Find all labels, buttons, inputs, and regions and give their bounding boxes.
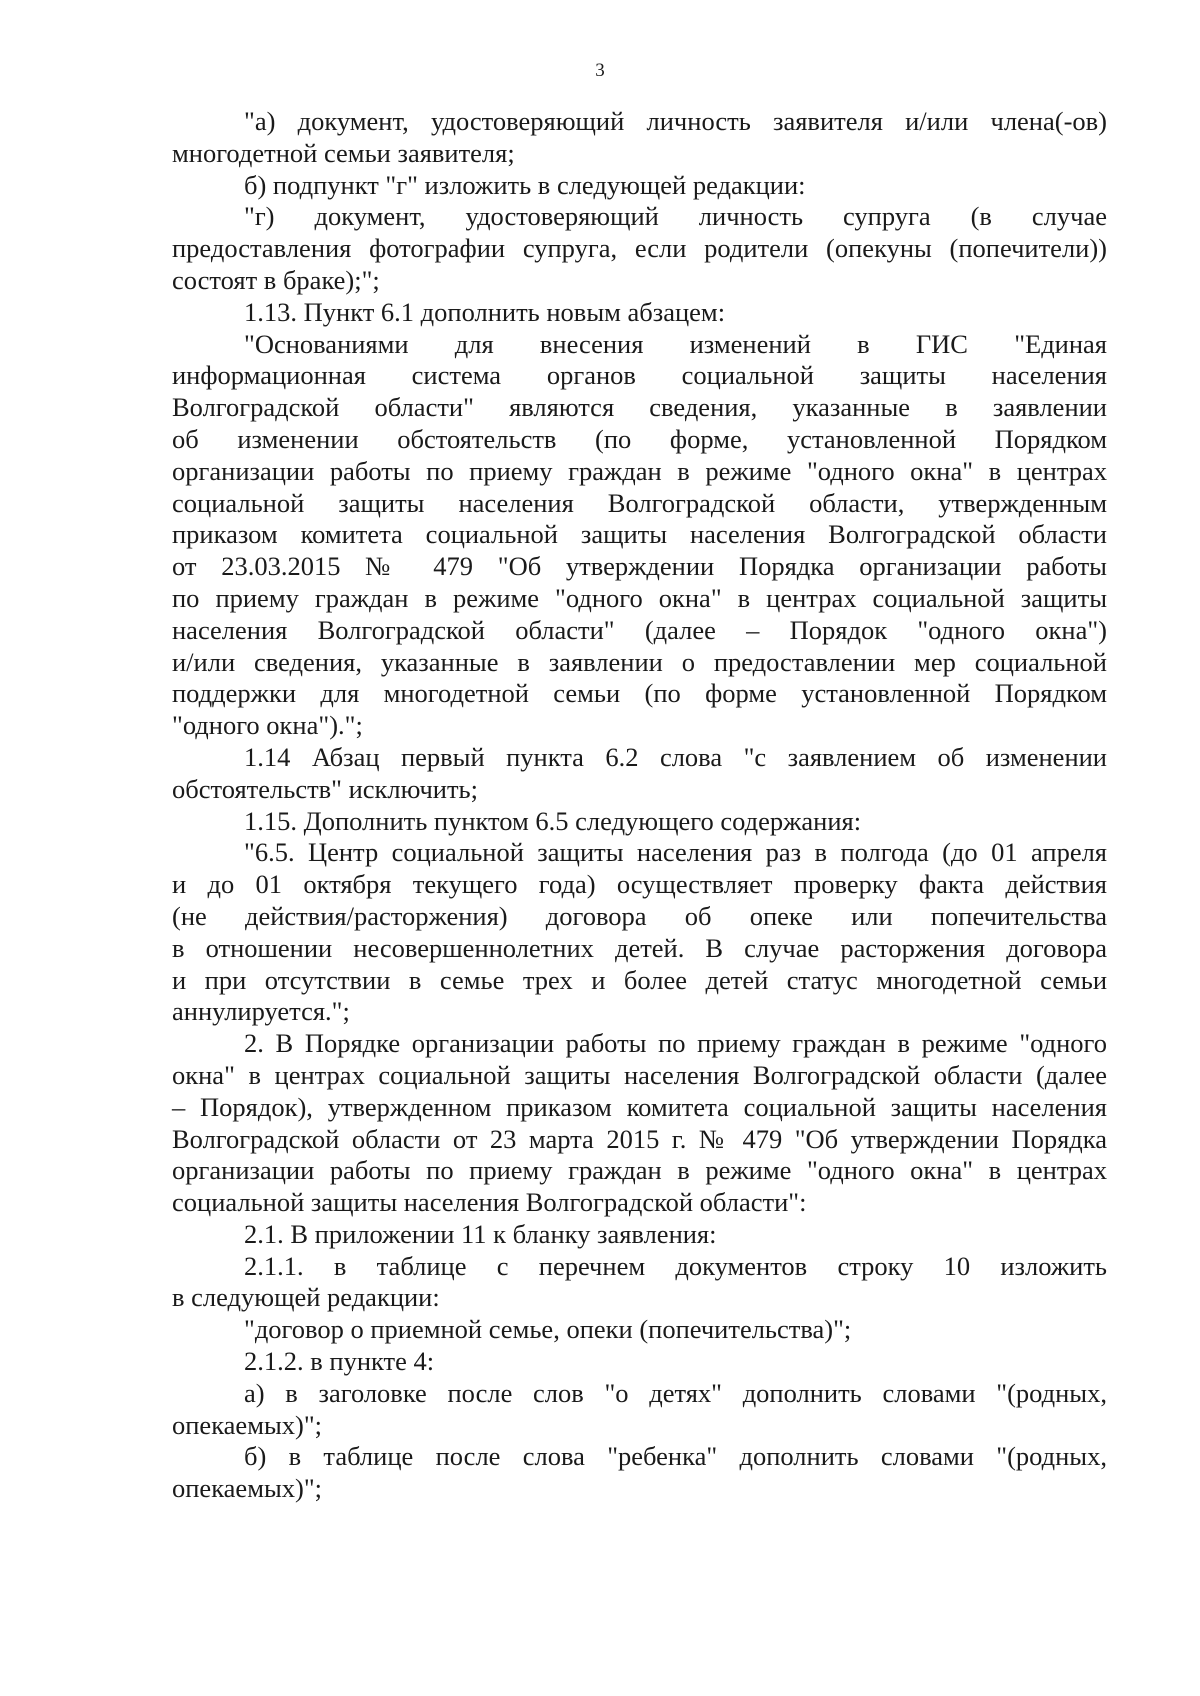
text-line: Волгоградской области от 23 марта 2015 г. № 479 "Об утверждении Порядка: [172, 1123, 1107, 1154]
text-line: – Порядок), утвержденном приказом комитета социальной защиты населения: [172, 1091, 1107, 1122]
text-line: опекаемых)";: [172, 1409, 323, 1440]
text-line: "одного окна").";: [172, 710, 363, 741]
text-line: аннулируется.";: [172, 996, 350, 1027]
text-line: населения Волгоградской области" (далее – Порядок "одного окна"): [172, 614, 1107, 645]
text-line: "6.5. Центр социальной защиты населения раз в полгода (до 01 апреля: [244, 837, 1107, 868]
text-line: состоят в браке);";: [172, 264, 380, 295]
text-line: Волгоградской области" являются сведения, указанные в заявлении: [172, 392, 1107, 423]
paragraph: [172, 170, 1107, 202]
paragraph: [172, 201, 1107, 296]
text-line: информационная система органов социальной защиты населения: [172, 360, 1107, 391]
paragraph: [172, 297, 1107, 329]
text-line: б) подпункт "г" изложить в следующей редакции:: [244, 169, 806, 200]
page-number: 3: [595, 60, 605, 81]
paragraph: [172, 106, 1107, 170]
paragraph: [172, 837, 1107, 1028]
text-line: "Основаниями для внесения изменений в ГИС "Единая: [244, 328, 1107, 359]
text-line: обстоятельств" исключить;: [172, 773, 478, 804]
text-line: приказом комитета социальной защиты населения Волгоградской области: [172, 519, 1107, 550]
text-line: "договор о приемной семье, опеки (попечительства)";: [244, 1314, 852, 1345]
text-line: и/или сведения, указанные в заявлении о предоставлении мер социальной: [172, 646, 1107, 677]
text-line: 2.1.2. в пункте 4:: [244, 1346, 435, 1377]
text-line: 1.13. Пункт 6.1 дополнить новым абзацем:: [244, 296, 726, 327]
text-line: (не действия/расторжения) договора об опеке или попечительства: [172, 900, 1107, 931]
text-line: в следующей редакции:: [172, 1282, 440, 1313]
text-line: и при отсутствии в семье трех и более детей статус многодетной семьи: [172, 964, 1107, 995]
text-line: "г) документ, удостоверяющий личность супруга (в случае: [244, 201, 1107, 232]
text-line: социальной защиты населения Волгоградской области":: [172, 1187, 807, 1218]
text-line: многодетной семьи заявителя;: [172, 137, 515, 168]
paragraph: [172, 1251, 1107, 1315]
text-line: предоставления фотографии супруга, если родители (опекуны (попечители)): [172, 233, 1107, 264]
paragraph: [172, 1441, 1107, 1505]
paragraph: [172, 742, 1107, 806]
text-line: опекаемых)";: [172, 1473, 323, 1504]
text-line: организации работы по приему граждан в режиме "одного окна" в центрах: [172, 1155, 1107, 1186]
text-line: об изменении обстоятельств (по форме, установленной Порядком: [172, 423, 1107, 454]
text-line: 2.1. В приложении 11 к бланку заявления:: [244, 1218, 717, 1249]
paragraph: [172, 806, 1107, 838]
text-line: окна" в центрах социальной защиты населения Волгоградской области (далее: [172, 1059, 1107, 1090]
paragraph: [172, 1219, 1107, 1251]
text-line: по приему граждан в режиме "одного окна" в центрах социальной защиты: [172, 582, 1107, 613]
text-line: 2. В Порядке организации работы по приему граждан в режиме "одного: [244, 1028, 1107, 1059]
paragraph: [172, 1314, 1107, 1346]
text-line: 2.1.1. в таблице с перечнем документов строку 10 изложить: [244, 1250, 1107, 1281]
text-line: "а) документ, удостоверяющий личность заявителя и/или члена(-ов): [244, 106, 1107, 136]
text-line: б) в таблице после слова "ребенка" дополнить словами "(родных,: [244, 1441, 1107, 1472]
text-line: социальной защиты населения Волгоградской области, утвержденным: [172, 487, 1107, 518]
paragraph: [172, 329, 1107, 742]
text-line: а) в заголовке после слов "о детях" дополнить словами "(родных,: [244, 1377, 1107, 1408]
paragraph: [172, 1028, 1107, 1219]
paragraph: [172, 1346, 1107, 1378]
document-body: [172, 106, 1107, 1505]
paragraph: [172, 1378, 1107, 1442]
text-line: в отношении несовершеннолетних детей. В случае расторжения договора: [172, 932, 1107, 963]
text-line: от 23.03.2015 № 479 "Об утверждении Порядка организации работы: [172, 551, 1107, 582]
text-line: организации работы по приему граждан в режиме "одного окна" в центрах: [172, 455, 1107, 486]
text-line: поддержки для многодетной семьи (по форме установленной Порядком: [172, 678, 1107, 709]
text-line: и до 01 октября текущего года) осуществляет проверку факта действия: [172, 869, 1107, 900]
text-line: 1.15. Дополнить пунктом 6.5 следующего содержания:: [244, 805, 862, 836]
text-line: 1.14 Абзац первый пункта 6.2 слова "с заявлением об изменении: [244, 741, 1107, 772]
